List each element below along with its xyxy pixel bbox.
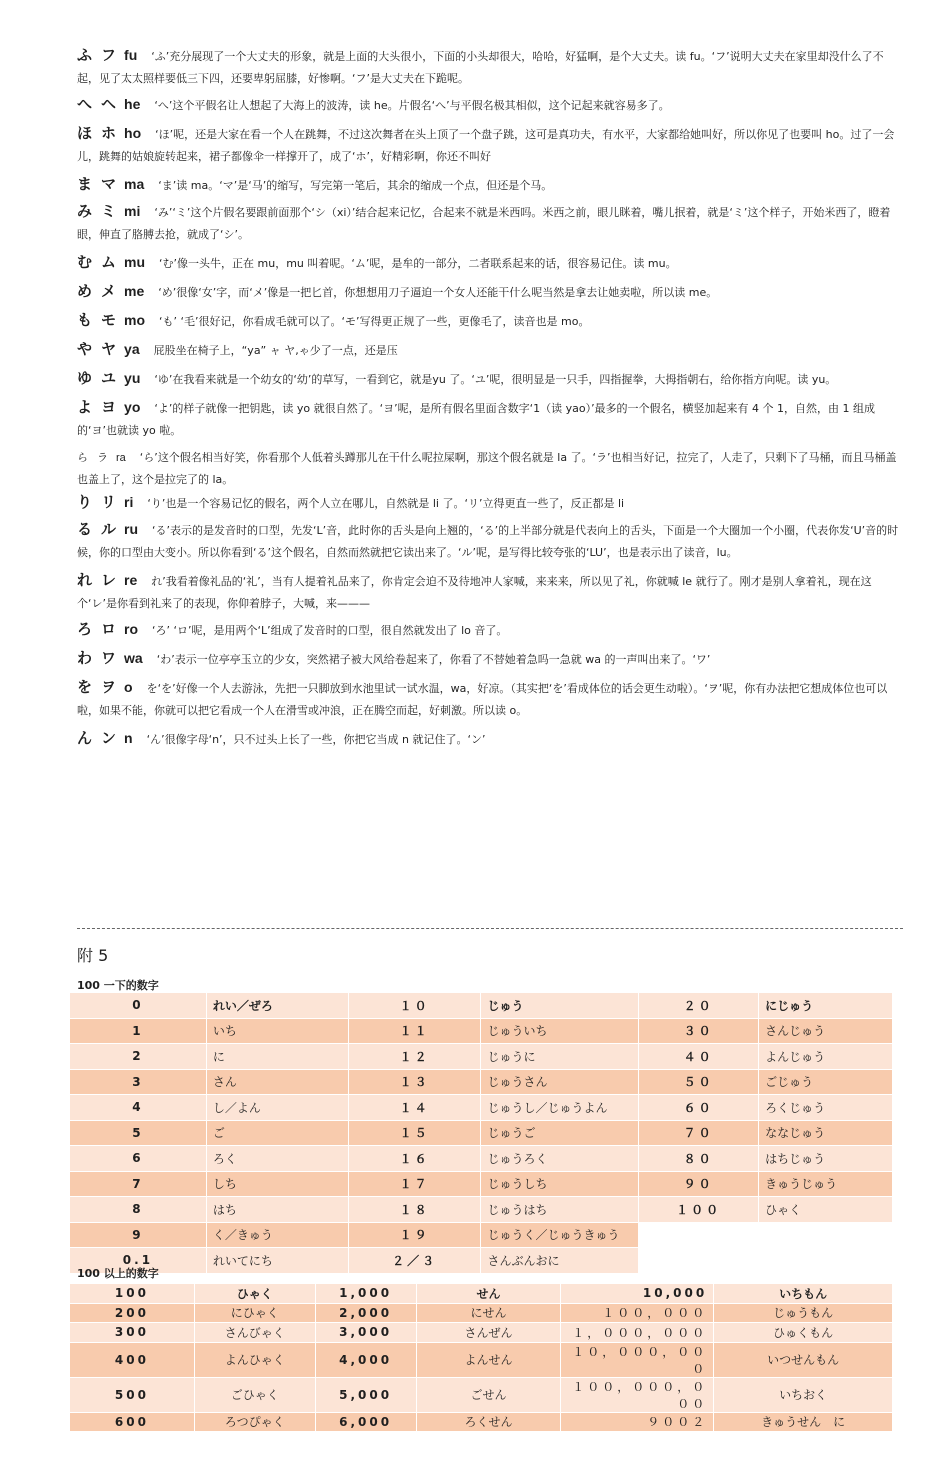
table-cell: １００，０００ bbox=[561, 1303, 714, 1323]
table-cell: ご bbox=[206, 1120, 348, 1146]
hiragana: よ bbox=[77, 398, 94, 416]
kana-entry bbox=[77, 251, 903, 275]
table-row bbox=[70, 1197, 893, 1223]
table-cell: 3 bbox=[70, 1069, 207, 1095]
table-cell: さんじゅう bbox=[759, 1018, 893, 1044]
table-cell: １８ bbox=[348, 1197, 481, 1223]
table-row bbox=[70, 1095, 893, 1121]
table-cell: １００，０００，０００ bbox=[561, 1377, 714, 1412]
table-row bbox=[70, 1120, 893, 1146]
mnemonic-text: ‘よ’的样子就像一把钥匙，读 yo 就很自然了。‘ヨ’呢，是所有假名里面含数字‘1（读 yao）’最多的一个假名，横竖加起来有 4 个 1，自然，由 1 组成的‘ヨ’也就读 yo 啦。 bbox=[77, 402, 876, 437]
table-row bbox=[70, 1248, 893, 1274]
table-cell: 2,000 bbox=[315, 1303, 416, 1323]
table-cell: １７ bbox=[348, 1171, 481, 1197]
romaji: yo bbox=[124, 399, 141, 415]
numbers-above-100-table bbox=[69, 1283, 893, 1432]
hiragana: ら bbox=[77, 451, 89, 464]
table-cell: ３０ bbox=[639, 1018, 759, 1044]
table-cell: しち bbox=[206, 1171, 348, 1197]
romaji: mi bbox=[124, 203, 141, 219]
table-cell: １，０００，０００ bbox=[561, 1323, 714, 1343]
mnemonic-text: ‘も’ ‘毛’很好记，你看成毛就可以了。‘モ’写得更正规了一些，更像毛了，读音也是 mo。 bbox=[159, 315, 590, 328]
table-cell: ８０ bbox=[639, 1146, 759, 1172]
katakana: マ bbox=[101, 175, 117, 193]
mnemonic-text: ‘み’‘ミ’这个片假名要跟前面那个‘シ（xi）’结合起来记忆，合起来不就是米西吗。米西之前，眼儿眯着，嘴儿抿着，就是‘ミ’这个样子，开始米西了，瞪着眼，伸直了胳膊去抢，就成了‘シ’。 bbox=[77, 206, 891, 241]
katakana: ヘ bbox=[101, 95, 117, 113]
katakana: ン bbox=[101, 729, 117, 747]
table-cell: 3,000 bbox=[315, 1323, 416, 1343]
kana-entry bbox=[77, 727, 903, 751]
kana-entry bbox=[77, 618, 903, 642]
katakana: レ bbox=[101, 571, 117, 589]
hiragana: ま bbox=[77, 175, 94, 193]
romaji: ma bbox=[124, 176, 145, 192]
katakana: ム bbox=[101, 253, 117, 271]
hiragana: り bbox=[77, 493, 94, 511]
table-cell: 6,000 bbox=[315, 1412, 416, 1432]
hiragana: や bbox=[77, 340, 94, 358]
table-cell: 4 bbox=[70, 1095, 207, 1121]
table-cell bbox=[759, 1248, 893, 1274]
table-cell: じゅうく／じゅうきゅう bbox=[481, 1222, 639, 1248]
kana-entry bbox=[77, 338, 903, 362]
table-cell: 2 bbox=[70, 1044, 207, 1070]
table-cell: ひゅくもん bbox=[714, 1323, 893, 1343]
hiragana: る bbox=[77, 520, 94, 538]
kana-entry bbox=[77, 647, 903, 671]
katakana: ヨ bbox=[101, 398, 117, 416]
table-cell: ９０ bbox=[639, 1171, 759, 1197]
table-cell: ５０ bbox=[639, 1069, 759, 1095]
kana-entry bbox=[77, 447, 903, 491]
mnemonic-text: ‘へ’这个平假名让人想起了大海上的波涛，读 he。片假名‘へ’与平假名极其相似，这个记起来就容易多了。 bbox=[154, 99, 670, 112]
romaji: me bbox=[124, 283, 145, 299]
table-cell: １３ bbox=[348, 1069, 481, 1095]
hiragana: み bbox=[77, 202, 94, 220]
hiragana: へ bbox=[77, 95, 94, 113]
table-cell: ７０ bbox=[639, 1120, 759, 1146]
table-row bbox=[70, 1171, 893, 1197]
appendix-title: 附 5 bbox=[77, 946, 109, 965]
table-row bbox=[70, 1044, 893, 1070]
romaji: ya bbox=[124, 341, 140, 357]
kana-entry bbox=[77, 396, 903, 442]
katakana: ロ bbox=[101, 620, 117, 638]
romaji: n bbox=[124, 730, 133, 746]
table-cell: はち bbox=[206, 1197, 348, 1223]
table-cell: し／よん bbox=[206, 1095, 348, 1121]
katakana: フ bbox=[101, 46, 117, 64]
katakana: ヲ bbox=[101, 678, 117, 696]
table-cell: ろくじゅう bbox=[759, 1095, 893, 1121]
hiragana: め bbox=[77, 282, 94, 300]
table-cell: じゅうに bbox=[481, 1044, 639, 1070]
mnemonic-text: ‘り’也是一个容易记忆的假名，两个人立在哪儿，自然就是 li 了。‘リ’立得更直一些了，反正都是 li bbox=[147, 497, 625, 510]
table-cell: ひゃく bbox=[194, 1284, 315, 1304]
romaji: he bbox=[124, 96, 141, 112]
hiragana: わ bbox=[77, 649, 94, 667]
table-cell: 1,000 bbox=[315, 1284, 416, 1304]
katakana: ミ bbox=[101, 202, 117, 220]
table-cell: 1 bbox=[70, 1018, 207, 1044]
mnemonic-text: ‘る’表示的是发音时的口型，先发‘L’音，此时你的舌头是向上翘的，‘る’的上半部分就是代表向上的舌头，下面是一个大圈加一个小圈，代表你发‘U’音的时候，你的口型由大变小。所以你看到‘る’这个假名，自然而然就把它读出来了。‘ル’呢，是写得比较夸张的‘LU’，也是表示出了读音，lu。 bbox=[77, 524, 899, 559]
romaji: o bbox=[124, 679, 133, 695]
kana-entry bbox=[77, 518, 903, 564]
table-cell: 300 bbox=[70, 1323, 195, 1343]
table-cell: ななじゅう bbox=[759, 1120, 893, 1146]
table-cell: ごせん bbox=[416, 1377, 561, 1412]
table-cell: 9 bbox=[70, 1222, 207, 1248]
table-cell bbox=[759, 1222, 893, 1248]
table-cell: せん bbox=[416, 1284, 561, 1304]
table-cell: 6 bbox=[70, 1146, 207, 1172]
kana-entry bbox=[77, 491, 903, 515]
hiragana: ふ bbox=[77, 46, 94, 64]
mnemonic-text: ‘ん’很像字母‘n’，只不过头上长了一些，你把它当成 n 就记住了。‘ン’ bbox=[146, 733, 486, 746]
table-cell: じゅうろく bbox=[481, 1146, 639, 1172]
table-cell: 5 bbox=[70, 1120, 207, 1146]
mnemonic-text: ‘め’很像‘女’字，而‘メ’像是一把匕首，你想想用刀子逼迫一个女人还能干什么呢当然是拿去让她卖啦，所以读 me。 bbox=[158, 286, 718, 299]
romaji: mu bbox=[124, 254, 146, 270]
hiragana: れ bbox=[77, 571, 94, 589]
hiragana: ゆ bbox=[77, 369, 94, 387]
table-cell: いち bbox=[206, 1018, 348, 1044]
table-row bbox=[70, 1323, 893, 1343]
hiragana: を bbox=[77, 678, 94, 696]
mnemonic-text: ‘ま’读 ma。‘マ’是‘马’的缩写，写完第一笔后，其余的缩成一个点，但还是个马。 bbox=[158, 179, 553, 192]
romaji: ra bbox=[116, 452, 126, 464]
romaji: ru bbox=[124, 521, 139, 537]
kana-entry bbox=[77, 173, 903, 197]
kana-entry bbox=[77, 676, 903, 722]
romaji: wa bbox=[124, 650, 143, 666]
kana-entry bbox=[77, 200, 903, 246]
mnemonic-text: を‘を’好像一个人去游泳，先把一只脚放到水池里试一试水温，wa，好凉。（其实把‘を’看成体位的话会更生动啦）。‘ヲ’呢，你有办法把它想成体位也可以啦，如果不能，你就可以把它看成一个人在滑雪或冲浪，正在腾空而起，好刺激。所以读 o。 bbox=[77, 682, 888, 717]
romaji: mo bbox=[124, 312, 146, 328]
hiragana: む bbox=[77, 253, 94, 271]
table-cell: よんじゅう bbox=[759, 1044, 893, 1070]
romaji: re bbox=[124, 572, 138, 588]
table-cell: にせん bbox=[416, 1303, 561, 1323]
table-cell: １１ bbox=[348, 1018, 481, 1044]
table-row bbox=[70, 1069, 893, 1095]
table-cell: 0 bbox=[70, 993, 207, 1019]
table-row bbox=[70, 1412, 893, 1432]
table-cell: 7 bbox=[70, 1171, 207, 1197]
table-cell: １０，０００，０００ bbox=[561, 1342, 714, 1377]
table-cell: じゅうはち bbox=[481, 1197, 639, 1223]
mnemonic-text: ‘ふ’充分展现了一个大丈夫的形象，就是上面的大头很小，下面的小头却很大，哈哈，好猛啊，是个大丈夫。读 fu。‘フ’说明大丈夫在家里却没什么了不起，见了太太照样要低三下四，还要卑躬屈膝，好惨啊。‘フ’是大丈夫在下跪呢。 bbox=[77, 50, 884, 85]
table-cell: よんひゃく bbox=[194, 1342, 315, 1377]
table-cell bbox=[639, 1248, 759, 1274]
numbers-below-100-table bbox=[69, 992, 893, 1274]
kana-entry bbox=[77, 280, 903, 304]
table-cell: さんびゃく bbox=[194, 1323, 315, 1343]
table-row bbox=[70, 1284, 893, 1304]
table-row bbox=[70, 1146, 893, 1172]
katakana: ル bbox=[101, 520, 117, 538]
mnemonic-text: ‘ろ’ ‘ロ’呢，是用两个‘L’组成了发音时的口型，很自然就发出了 lo 音了。 bbox=[152, 624, 508, 637]
hiragana: も bbox=[77, 311, 94, 329]
katakana: ラ bbox=[97, 451, 108, 464]
romaji: ri bbox=[124, 494, 134, 510]
table-cell: １４ bbox=[348, 1095, 481, 1121]
katakana: モ bbox=[101, 311, 117, 329]
table-cell: れい／ぜろ bbox=[206, 993, 348, 1019]
katakana: メ bbox=[101, 282, 117, 300]
table-cell: にじゅう bbox=[759, 993, 893, 1019]
table-cell: いつせんもん bbox=[714, 1342, 893, 1377]
table-cell: ９００２ bbox=[561, 1412, 714, 1432]
table-cell: １６ bbox=[348, 1146, 481, 1172]
table-cell: ごじゅう bbox=[759, 1069, 893, 1095]
table-cell: いちおく bbox=[714, 1377, 893, 1412]
table-row bbox=[70, 1377, 893, 1412]
katakana: ユ bbox=[101, 369, 117, 387]
table-cell bbox=[639, 1222, 759, 1248]
table-row bbox=[70, 1018, 893, 1044]
table-cell: にひゃく bbox=[194, 1303, 315, 1323]
table-cell: じゅうさん bbox=[481, 1069, 639, 1095]
romaji: ho bbox=[124, 125, 142, 141]
table-cell: に bbox=[206, 1044, 348, 1070]
table-cell: 500 bbox=[70, 1377, 195, 1412]
table-cell: じゅうご bbox=[481, 1120, 639, 1146]
mnemonic-text: ‘ら’这个假名相当好笑，你看那个人低着头蹲那儿在干什么呢拉屎啊，那这个假名就是 la 了。‘ラ’也相当好记，拉完了，人走了，只剩下了马桶，而且马桶盖也盖上了，这个是拉完了的 la。 bbox=[77, 451, 897, 486]
hiragana: ん bbox=[77, 729, 94, 747]
romaji: yu bbox=[124, 370, 141, 386]
table-cell: 600 bbox=[70, 1412, 195, 1432]
kana-entry bbox=[77, 309, 903, 333]
mnemonic-text: ‘む’像一头牛，正在 mu，mu 叫着呢。‘ム’呢，是牟的一部分，二者联系起来的话，很容易记住。读 mu。 bbox=[159, 257, 677, 270]
mnemonic-text: ‘ゆ’在我看来就是一个幼女的‘幼’的草写，一看到它，就是yu 了。‘ユ’呢，很明显是一只手，四指握拳，大拇指朝右，给你指方向呢。读 yu。 bbox=[154, 373, 837, 386]
table-cell: ろく bbox=[206, 1146, 348, 1172]
table-row bbox=[70, 1222, 893, 1248]
table-cell: ひゃく bbox=[759, 1197, 893, 1223]
mnemonic-text: ‘わ’表示一位亭亭玉立的少女，突然裙子被大风给卷起来了，你看了不替她着急吗一急就 wa 的一声叫出来了。‘ワ’ bbox=[156, 653, 711, 666]
table-cell: 100 bbox=[70, 1284, 195, 1304]
katakana: ホ bbox=[101, 124, 117, 142]
mnemonic-text: れ’我看着像礼品的‘礼’，当有人提着礼品来了，你肯定会迫不及待地冲人家喊，来来来，所以见了礼，你就喊 le 就行了。刚才是别人拿着礼，现在这个‘レ’是你看到礼来了的表现，你仰着脖子，大喊，来——— bbox=[77, 575, 872, 610]
kana-entry bbox=[77, 122, 903, 168]
table-cell: 0.1 bbox=[70, 1248, 207, 1274]
table-cell: 10,000 bbox=[561, 1284, 714, 1304]
table-cell: じゅうし／じゅうよん bbox=[481, 1095, 639, 1121]
hiragana: ほ bbox=[77, 124, 94, 142]
katakana: ワ bbox=[101, 649, 117, 667]
mnemonic-text: 屁股坐在椅子上，“ya” ャ ヤ,ゃ少了一点，还是压 bbox=[153, 344, 398, 357]
kana-entry bbox=[77, 44, 903, 90]
table-cell: じゅうしち bbox=[481, 1171, 639, 1197]
table-cell: さんぶんおに bbox=[481, 1248, 639, 1274]
table-cell: 200 bbox=[70, 1303, 195, 1323]
table-cell: れいてにち bbox=[206, 1248, 348, 1274]
table-cell: いちもん bbox=[714, 1284, 893, 1304]
table-cell: じゅう bbox=[481, 993, 639, 1019]
table-row bbox=[70, 1303, 893, 1323]
table-cell: １００ bbox=[639, 1197, 759, 1223]
table-cell: きゅうじゅう bbox=[759, 1171, 893, 1197]
katakana: ヤ bbox=[101, 340, 117, 358]
kana-entries bbox=[77, 44, 903, 751]
dashed-divider bbox=[77, 928, 903, 929]
table-cell: ２０ bbox=[639, 993, 759, 1019]
table-cell: １０ bbox=[348, 993, 481, 1019]
table-cell: ろくせん bbox=[416, 1412, 561, 1432]
table-cell: ろつぴゃく bbox=[194, 1412, 315, 1432]
table-cell: じゅうもん bbox=[714, 1303, 893, 1323]
table-cell: ２／３ bbox=[348, 1248, 481, 1274]
kana-entry bbox=[77, 93, 903, 117]
table-cell: じゅういち bbox=[481, 1018, 639, 1044]
table-cell: 4,000 bbox=[315, 1342, 416, 1377]
table-cell: ごひゃく bbox=[194, 1377, 315, 1412]
table2-caption: 100 以上的数字 bbox=[77, 1267, 159, 1280]
table-cell: １５ bbox=[348, 1120, 481, 1146]
table-cell: １２ bbox=[348, 1044, 481, 1070]
kana-entry bbox=[77, 569, 903, 615]
mnemonic-text: ‘ほ’呢，还是大家在看一个人在跳舞，不过这次舞者在头上顶了一个盘子跳，这可是真功夫，有水平，大家都给她叫好，所以你见了也要叫 ho。过了一会儿，跳舞的姑娘旋转起来，裙子都像伞一样撑开了，成了‘ホ’，好精彩啊，你还不叫好 bbox=[77, 128, 895, 163]
romaji: ro bbox=[124, 621, 139, 637]
table-cell: よんせん bbox=[416, 1342, 561, 1377]
table-cell: く／きゅう bbox=[206, 1222, 348, 1248]
table-cell: 8 bbox=[70, 1197, 207, 1223]
table-row bbox=[70, 993, 893, 1019]
table-cell: きゅうせん に bbox=[714, 1412, 893, 1432]
table1-caption: 100 一下的数字 bbox=[77, 979, 159, 992]
table-cell: ４０ bbox=[639, 1044, 759, 1070]
hiragana: ろ bbox=[77, 620, 94, 638]
table-cell: さんぜん bbox=[416, 1323, 561, 1343]
table-cell: １９ bbox=[348, 1222, 481, 1248]
table-cell: さん bbox=[206, 1069, 348, 1095]
table-cell: 400 bbox=[70, 1342, 195, 1377]
table-row bbox=[70, 1342, 893, 1377]
katakana: リ bbox=[101, 493, 117, 511]
table-cell: ６０ bbox=[639, 1095, 759, 1121]
romaji: fu bbox=[124, 47, 138, 63]
table-cell: はちじゅう bbox=[759, 1146, 893, 1172]
table-cell: 5,000 bbox=[315, 1377, 416, 1412]
kana-entry bbox=[77, 367, 903, 391]
